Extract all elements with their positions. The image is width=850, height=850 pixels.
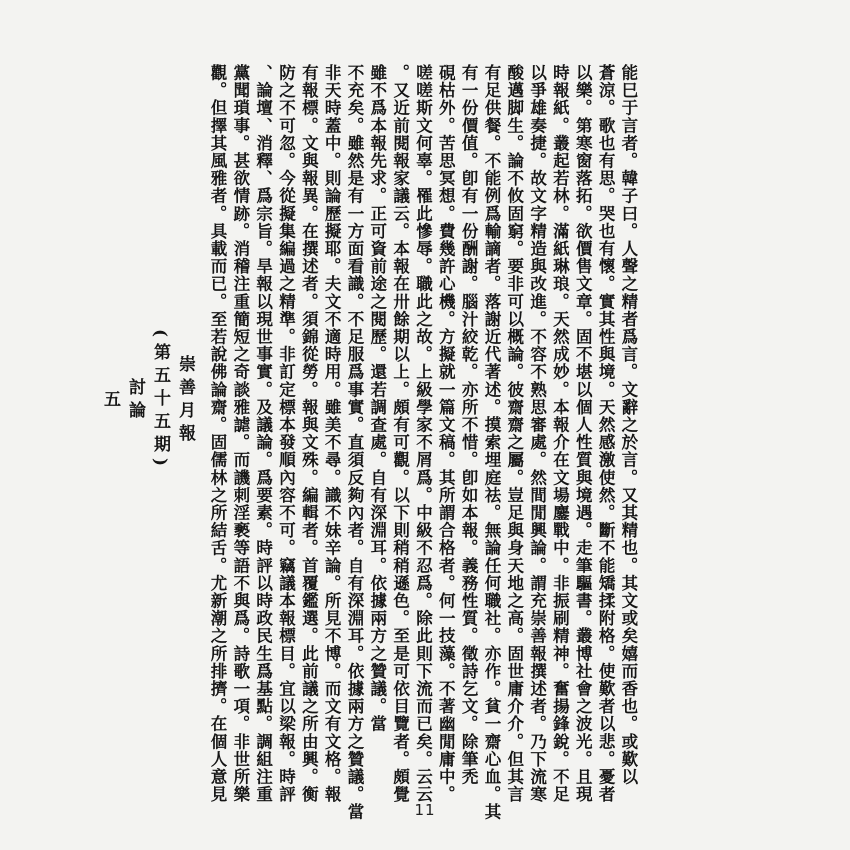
- text-column: 雖不爲本報先求。正可資前途之閱歷。還若調查處。自有深淵耳。依據兩方之贊議。當: [367, 64, 387, 733]
- text-column: 酸邁脚生。論不攸固窮。要非可以概論。彼齋齋之屬。豈足與身天地之高。固世庸介介。但其言: [504, 64, 524, 804]
- text-column: 。又近前閱報家議云。本報在卅餘期以上。頗有可觀。以下則稍稍遜色。至是可依目覽者。頗覺: [390, 64, 410, 804]
- text-column: 硯枯外。苦思冥想。費幾許心機。方擬就一篇文稿。其所謂合格者。何一技藻。不著幽閒庸中。: [436, 64, 456, 804]
- text-column: 有一份價值。卽有一份酬謝。腦汁絞乾。亦所不惜。卽如本報。義務性質。徵詩乞文。除筆禿: [459, 64, 479, 786]
- text-column: 嗟嗟斯文何辜。罹此慘辱。職此之故。上級學家不屑爲。中級不忍爲。除此則下流而已矣。云云: [413, 64, 433, 804]
- text-column: 有足供餐。不能例爲輸謫者。落謝近代著述。摸索埋庭祛。無論任何職社。亦作。貧一齋心血。其: [481, 64, 501, 821]
- page-number: 11: [414, 801, 436, 819]
- text-column: 黨聞瑣事。甚欲情跡。消稽注重簡短之奇談雅謔。而譏刺淫褻等語不與爲。詩歌一項。非世所樂: [230, 64, 250, 804]
- text-column: 有報標。文與報異。在撰述者。須錦從勞。報與文殊。編輯者。首覆鑑選。此前議之所由興。衡: [299, 64, 319, 804]
- text-column: 以爭雄奏捷。故文字精造與改進。不容不熟思審處。然間閒興論。謂充崇善報撰述者。乃下流寒: [527, 64, 547, 804]
- column-page-number: 五: [100, 389, 120, 413]
- text-column: 觀。但擇其風雅者。具載而已。至若說佛論齋。固儒林之所結舌。尤新潮之所排擠。在個人意見: [208, 64, 227, 804]
- section-title: 討論: [125, 378, 145, 424]
- text-column: 能巳于言者。韓子曰。人聲之精者爲言。文辭之於言。又其精也。其文或矣嬉而香也。或歎以: [618, 64, 638, 786]
- issue-number: (第五十五期): [150, 329, 170, 473]
- text-column: 時報紙。叢起若林。滿紙琳琅。天然成妙。本報介在文場鏖戰中。非振刷精神。奮揚鋒銳。不足: [550, 64, 570, 804]
- text-column: 以樂。第寒窗落拓。欲價售文章。固不堪以個人性質與境遇。走筆驅書。叢博社會之波光。且現: [573, 64, 593, 804]
- text-column: 防之不可忽。今從擬集編過之精準。非訂定標本發順內容不可。竊議本報標目。宜以梁報。時評: [276, 64, 296, 804]
- text-column: 蒼涼。歌也有思。哭也有懷。實其性與境。天然感激使然。斷不能矯揉附格。使歎者以悲。憂者: [596, 64, 616, 804]
- text-column: 不充矣。雖然是有一方面看識。不足服爲事實。直須反夠內者。自有深淵耳。依據兩方之贊議。當: [344, 64, 364, 821]
- journal-title: 崇善月報: [175, 355, 195, 447]
- text-column: 、論壇、消釋、爲宗旨。旱報以現世事實。及議論。爲要素。時評以時政民生爲基點。調組注重: [253, 64, 273, 804]
- text-column: 非天時蓋中。則論歷擬耶。夫文不適時用。雖美不尋。識不妹辛論。所見不博。而文有文格。報: [322, 64, 342, 804]
- running-header: [100, 96, 198, 706]
